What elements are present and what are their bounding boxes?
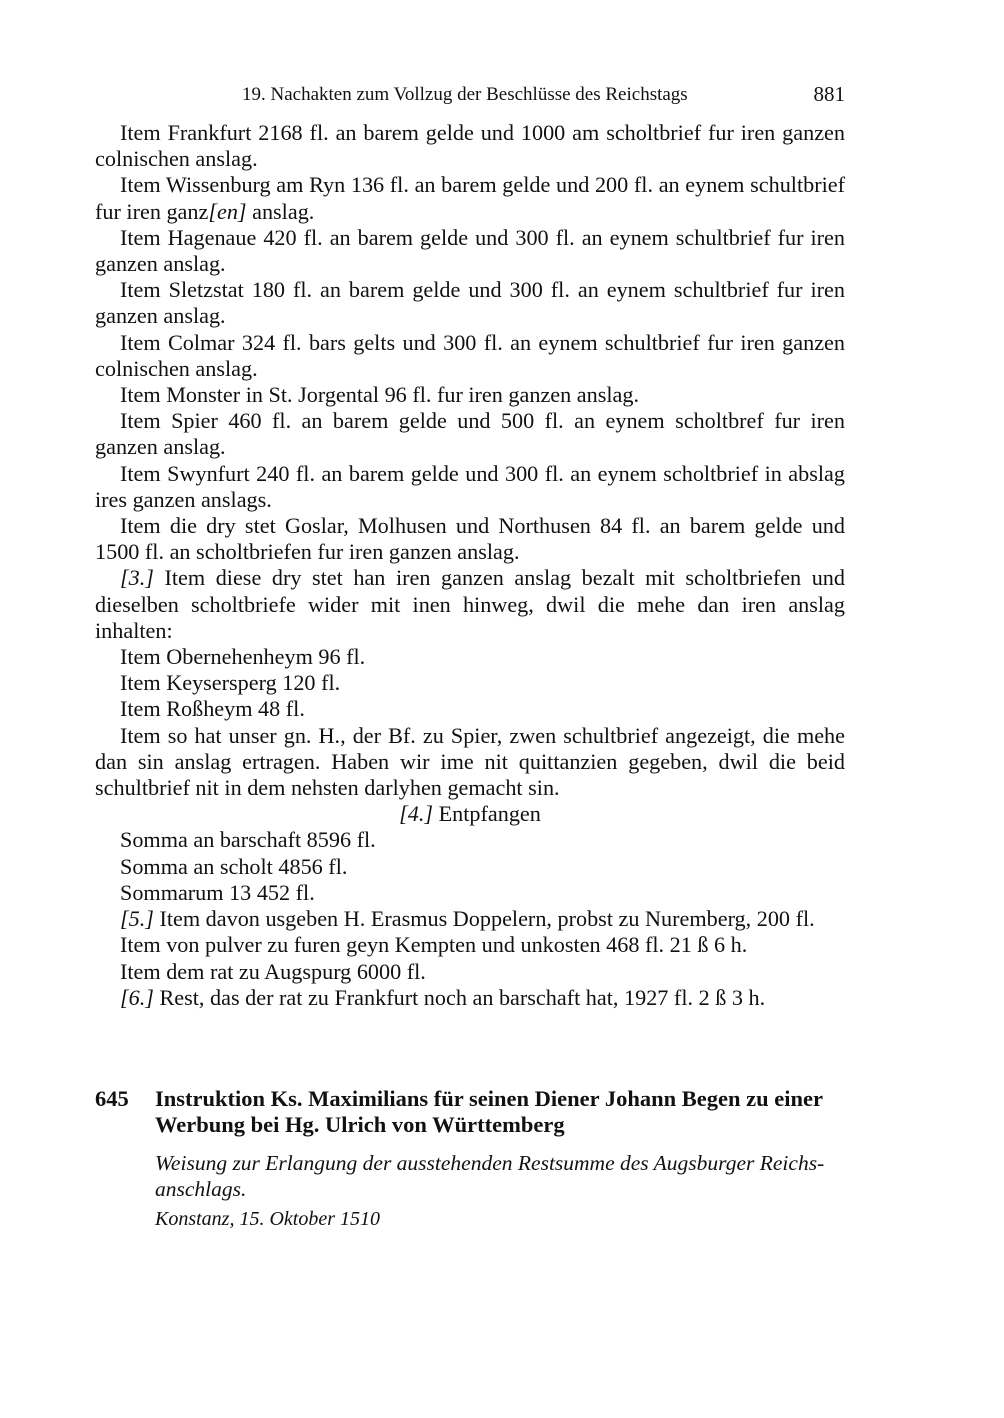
paragraph-goslar: Item die dry stet Goslar, Molhusen und Northusen 84 fl. an barem gelde und 1500 fl. an scholtbriefen fur iren ganzen anslag. [95, 513, 845, 565]
section-marker: [5.] [120, 906, 154, 932]
paragraph-section-3 [95, 565, 845, 644]
paragraph-text: Rest, das der rat zu Frankfurt noch an barschaft hat, 1927 fl. 2 ß 3 h. [153, 984, 766, 1010]
section-heading-text: Entpfangen [433, 801, 541, 827]
paragraph-hagenaue: Item Hagenaue 420 fl. an barem gelde und 300 fl. an eynem schultbrief fur iren ganzen anslag. [95, 224, 845, 277]
paragraph-total: Sommarum 13 452 fl. [120, 879, 315, 905]
paragraph-colmar: Item Colmar 324 fl. bars gelts und 300 fl. an eynem schultbrief fur iren ganzen colnischen anslag. [95, 329, 845, 381]
section-heading-received [95, 801, 845, 827]
running-title: 19. Nachakten zum Vollzug der Beschlüsse des Reichstags [242, 84, 688, 105]
paragraph-section-5 [95, 906, 845, 932]
paragraph-swynfurt: Item Swynfurt 240 fl. an barem gelde und 300 fl. an eynem scholtbrief in abslag ires ganzen anslags. [95, 460, 845, 512]
paragraph-spier: Item Spier 460 fl. an barem gelde und 500 fl. an eynem scholtbref fur iren ganzen anslag. [95, 408, 845, 460]
paragraph-powder: Item von pulver zu furen geyn Kempten und unkosten 468 fl. 21 ß 6 h. [120, 932, 748, 958]
paragraph-sum-debt: Somma an scholt 4856 fl. [120, 853, 348, 879]
section-marker: [3.] [120, 565, 154, 591]
paragraph-rossheym: Item Roßheym 48 fl. [120, 696, 305, 722]
section-marker: [6.] [120, 984, 154, 1010]
page-number: 881 [813, 82, 845, 106]
editorial-insertion: [en] [208, 198, 247, 224]
document-number: 645 [95, 1086, 129, 1111]
running-head [95, 82, 845, 108]
paragraph-keysersperg: Item Keysersperg 120 fl. [120, 670, 341, 696]
paragraph-text: anslag. [246, 198, 315, 224]
paragraph-wissenburg [95, 172, 845, 224]
paragraph-text: Item Wissenburg am Ryn 136 fl. an barem gelde und 200 fl. an eynem schultbrief fur iren ganz [95, 172, 845, 224]
paragraph-sum-cash: Somma an barschaft 8596 fl. [120, 827, 376, 853]
paragraph-obernehenheym: Item Obernehenheym 96 fl. [120, 644, 366, 670]
paragraph-section-6 [95, 985, 845, 1011]
document-summary: Weisung zur Erlangung der ausstehenden Restsumme des Augsburger Reichs-anschlags. [155, 1151, 825, 1201]
document-date: Konstanz, 15. Oktober 1510 [155, 1208, 380, 1230]
paragraph-frankfurt: Item Frankfurt 2168 fl. an barem gelde und 1000 am scholtbrief fur iren ganzen colnischen anslag. [95, 120, 845, 172]
section-marker: [4.] [399, 801, 434, 827]
document-title: Instruktion Ks. Maximilians für seinen Diener Johann Begen zu einer Werbung bei Hg. Ulrich von Württemberg [155, 1086, 823, 1137]
paragraph-sletzstat: Item Sletzstat 180 fl. an barem gelde und 300 fl. an eynem schultbrief fur iren ganzen anslag. [95, 277, 845, 329]
body-text [95, 120, 845, 1011]
paragraph-augspurg: Item dem rat zu Augspurg 6000 fl. [120, 958, 426, 984]
paragraph-text: Item davon usgeben H. Erasmus Doppelern, probst zu Nuremberg, 200 fl. [153, 906, 815, 932]
paragraph-bishop-spier: Item so hat unser gn. H., der Bf. zu Spier, zwen schultbrief angezeigt, die mehe dan sin anslag ertragen. Haben wir ime nit quittanzien gegeben, dwil die beid schultbrief nit in dem nehsten darlyhen gemacht sin. [95, 722, 845, 801]
paragraph-text: Item diese dry stet han iren ganzen anslag bezalt mit scholtbriefen und dieselben scholtbriefe wider mit inen hinweg, dwil die mehe dan iren anslag inhalten: [95, 565, 845, 643]
paragraph-monster: Item Monster in St. Jorgental 96 fl. fur iren ganzen anslag. [120, 382, 640, 408]
